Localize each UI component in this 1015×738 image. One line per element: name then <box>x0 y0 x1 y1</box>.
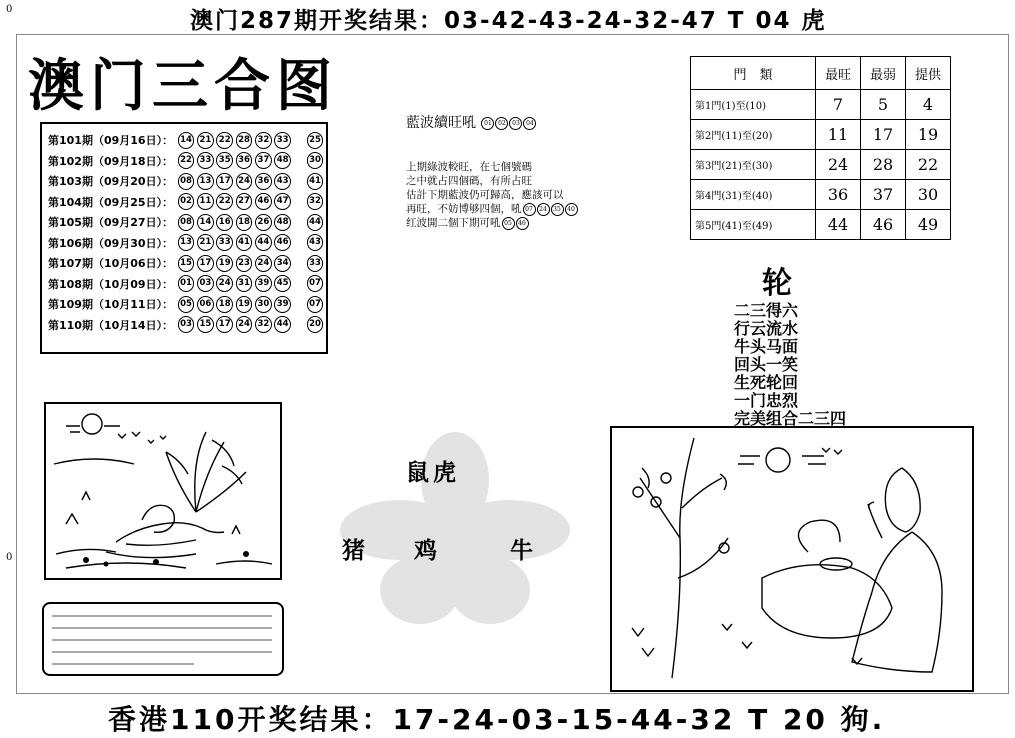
number-ball: 46 <box>255 193 272 210</box>
poem-line: 一门忠烈 <box>734 391 799 410</box>
number-ball: 14 <box>197 214 214 231</box>
header-max: 最旺 <box>816 57 861 90</box>
hint-ball: 35 <box>551 203 564 216</box>
number-ball: 03 <box>178 316 195 333</box>
number-ball: 26 <box>255 214 272 231</box>
special-ball: 32 <box>307 193 324 210</box>
number-ball: 06 <box>197 296 214 313</box>
hint-line-text: 红波開二個下期可吼 <box>406 217 501 229</box>
draw-label: 第108期（10月09日）： <box>48 277 174 291</box>
number-ball: 13 <box>178 234 195 251</box>
number-ball: 36 <box>255 173 272 190</box>
draw-row <box>48 130 326 151</box>
number-ball: 44 <box>274 316 291 333</box>
number-ball: 05 <box>178 296 195 313</box>
door-max: 7 <box>816 90 861 120</box>
hint-line-text: 之中就占四個碼，有所占旺 <box>406 175 532 187</box>
reclining-man-drawing <box>46 404 280 578</box>
special-ball: 07 <box>307 275 324 292</box>
number-ball: 45 <box>274 275 291 292</box>
number-ball: 39 <box>274 296 291 313</box>
number-ball: 24 <box>236 316 253 333</box>
door-range: 第3門(21)至(30) <box>691 150 816 180</box>
edge-mark: 0 <box>6 4 13 15</box>
door-row <box>691 120 951 150</box>
hint-ball: 46 <box>516 217 529 230</box>
door-row <box>691 150 951 180</box>
hint-ball: 40 <box>565 203 578 216</box>
draw-row <box>48 315 326 336</box>
door-row <box>691 210 951 240</box>
hint-line-text: 上期綠波較旺，在七個號碼 <box>406 161 532 173</box>
number-ball: 28 <box>236 132 253 149</box>
zodiac-rooster: 鸡 <box>414 537 441 564</box>
header-give: 提供 <box>906 57 951 90</box>
number-ball: 18 <box>236 214 253 231</box>
draw-label: 第103期（09月20日）： <box>48 175 174 189</box>
number-ball: 01 <box>178 275 195 292</box>
door-give: 4 <box>906 90 951 120</box>
number-ball: 47 <box>274 193 291 210</box>
door-min: 5 <box>861 90 906 120</box>
note-box <box>42 602 284 676</box>
hint-line <box>406 202 578 216</box>
hint-ball: 24 <box>537 203 550 216</box>
door-range: 第5門(41)至(49) <box>691 210 816 240</box>
hint-title-ball: 03 <box>509 117 522 130</box>
number-ball: 08 <box>178 173 195 190</box>
number-ball: 39 <box>255 275 272 292</box>
lun-character: 轮 <box>762 266 792 301</box>
door-range: 第4門(31)至(40) <box>691 180 816 210</box>
number-ball: 22 <box>178 152 195 169</box>
hint-line <box>406 160 578 174</box>
special-ball: 20 <box>307 316 324 333</box>
number-ball: 24 <box>216 275 233 292</box>
number-ball: 34 <box>274 255 291 272</box>
hint-ball: 07 <box>523 203 536 216</box>
number-ball: 27 <box>236 193 253 210</box>
number-ball: 02 <box>178 193 195 210</box>
draw-label: 第105期（09月27日）： <box>48 216 174 230</box>
door-row <box>691 90 951 120</box>
number-ball: 43 <box>274 173 291 190</box>
special-ball: 30 <box>307 152 324 169</box>
door-give: 22 <box>906 150 951 180</box>
door-max: 11 <box>816 120 861 150</box>
number-ball: 13 <box>197 173 214 190</box>
number-ball: 33 <box>197 152 214 169</box>
number-ball: 17 <box>216 316 233 333</box>
number-ball: 14 <box>178 132 195 149</box>
door-range: 第1門(1)至(10) <box>691 90 816 120</box>
special-ball: 25 <box>307 132 324 149</box>
draw-row <box>48 294 326 315</box>
door-give: 30 <box>906 180 951 210</box>
poem-line: 完美组合二三四 <box>734 409 847 428</box>
number-ball: 48 <box>274 214 291 231</box>
number-ball: 32 <box>255 316 272 333</box>
number-ball: 19 <box>216 255 233 272</box>
zodiac-pig: 猪 <box>342 537 369 564</box>
number-ball: 24 <box>255 255 272 272</box>
number-ball: 19 <box>236 296 253 313</box>
door-max: 24 <box>816 150 861 180</box>
number-ball: 33 <box>216 234 233 251</box>
number-ball: 16 <box>216 214 233 231</box>
hint-title-ball: 02 <box>495 117 508 130</box>
number-ball: 17 <box>197 255 214 272</box>
number-ball: 03 <box>197 275 214 292</box>
number-ball: 36 <box>236 152 253 169</box>
door-max: 44 <box>816 210 861 240</box>
door-min: 28 <box>861 150 906 180</box>
illustration-reclining-man <box>44 402 282 580</box>
number-ball: 18 <box>216 296 233 313</box>
special-ball: 43 <box>307 234 324 251</box>
door-max: 36 <box>816 180 861 210</box>
draw-row <box>48 212 326 233</box>
door-min: 17 <box>861 120 906 150</box>
number-ball: 41 <box>236 234 253 251</box>
header-min: 最弱 <box>861 57 906 90</box>
number-ball: 48 <box>274 152 291 169</box>
door-row <box>691 180 951 210</box>
number-ball: 35 <box>216 152 233 169</box>
draw-label: 第109期（10月11日）： <box>48 298 174 312</box>
number-ball: 11 <box>197 193 214 210</box>
poem-line: 回头一笑 <box>734 355 799 374</box>
edge-mark: 0 <box>6 552 13 563</box>
number-ball: 22 <box>216 193 233 210</box>
poem-line: 二三得六 <box>734 301 799 320</box>
header-door: 門 類 <box>691 57 816 90</box>
hint-title <box>406 112 536 132</box>
number-ball: 23 <box>236 255 253 272</box>
door-table-header <box>691 57 951 90</box>
seated-lady-drawing <box>612 428 972 690</box>
draw-row <box>48 151 326 172</box>
page-title: 澳门三合图 <box>28 54 338 119</box>
hint-line-text: 再旺，不妨博够四個，吼 <box>406 203 522 215</box>
draw-history-list <box>40 122 328 354</box>
draw-row <box>48 233 326 254</box>
number-ball: 15 <box>197 316 214 333</box>
hint-line <box>406 174 578 188</box>
number-ball: 32 <box>255 132 272 149</box>
zodiac-ox: 牛 <box>510 537 537 564</box>
hint-text <box>406 160 578 230</box>
macau-result-header: 澳门287期开奖结果：03-42-43-24-32-47 T 04 虎 <box>190 8 827 34</box>
door-give: 49 <box>906 210 951 240</box>
draw-row <box>48 192 326 213</box>
draw-row <box>48 274 326 295</box>
number-ball: 33 <box>274 132 291 149</box>
poem <box>734 302 846 428</box>
door-min: 46 <box>861 210 906 240</box>
hint-title-balls <box>480 115 536 131</box>
draw-label: 第104期（09月25日）： <box>48 195 174 209</box>
door-range: 第2門(11)至(20) <box>691 120 816 150</box>
poem-line: 牛头马面 <box>734 337 799 356</box>
illustration-seated-lady <box>610 426 974 692</box>
number-ball: 46 <box>274 234 291 251</box>
zodiac-rat-tiger: 鼠虎 <box>406 459 460 486</box>
special-ball: 41 <box>307 173 324 190</box>
special-ball: 07 <box>307 296 324 313</box>
hint-line-text: 估計下期藍波仍可歸高，應該可以 <box>406 189 564 201</box>
number-ball: 17 <box>216 173 233 190</box>
number-ball: 21 <box>197 234 214 251</box>
special-ball: 33 <box>307 255 324 272</box>
hint-line <box>406 216 578 230</box>
door-give: 19 <box>906 120 951 150</box>
hint-title-ball: 01 <box>481 117 494 130</box>
hint-line <box>406 188 578 202</box>
poem-line: 生死轮回 <box>734 373 799 392</box>
number-ball: 15 <box>178 255 195 272</box>
number-ball: 21 <box>197 132 214 149</box>
hint-title-ball: 04 <box>523 117 536 130</box>
number-ball: 30 <box>255 296 272 313</box>
note-scribble <box>44 604 282 674</box>
draw-label: 第106期（09月30日）： <box>48 236 174 250</box>
number-ball: 37 <box>255 152 272 169</box>
number-ball: 24 <box>236 173 253 190</box>
number-ball: 44 <box>255 234 272 251</box>
number-ball: 31 <box>236 275 253 292</box>
hint-ball: 05 <box>502 217 515 230</box>
draw-label: 第102期（09月18日）： <box>48 154 174 168</box>
poem-line: 行云流水 <box>734 319 799 338</box>
draw-row <box>48 171 326 192</box>
draw-label: 第101期（09月16日）： <box>48 134 174 148</box>
draw-label: 第107期（10月06日）： <box>48 257 174 271</box>
door-table <box>690 56 951 240</box>
draw-label: 第110期（10月14日）： <box>48 318 174 332</box>
number-ball: 08 <box>178 214 195 231</box>
hint-title-text: 藍波續旺吼 <box>406 115 476 131</box>
draw-row <box>48 253 326 274</box>
number-ball: 22 <box>216 132 233 149</box>
special-ball: 44 <box>307 214 324 231</box>
hongkong-result-header: 香港110开奖结果：17-24-03-15-44-32 T 20 狗. <box>108 703 886 736</box>
door-min: 37 <box>861 180 906 210</box>
